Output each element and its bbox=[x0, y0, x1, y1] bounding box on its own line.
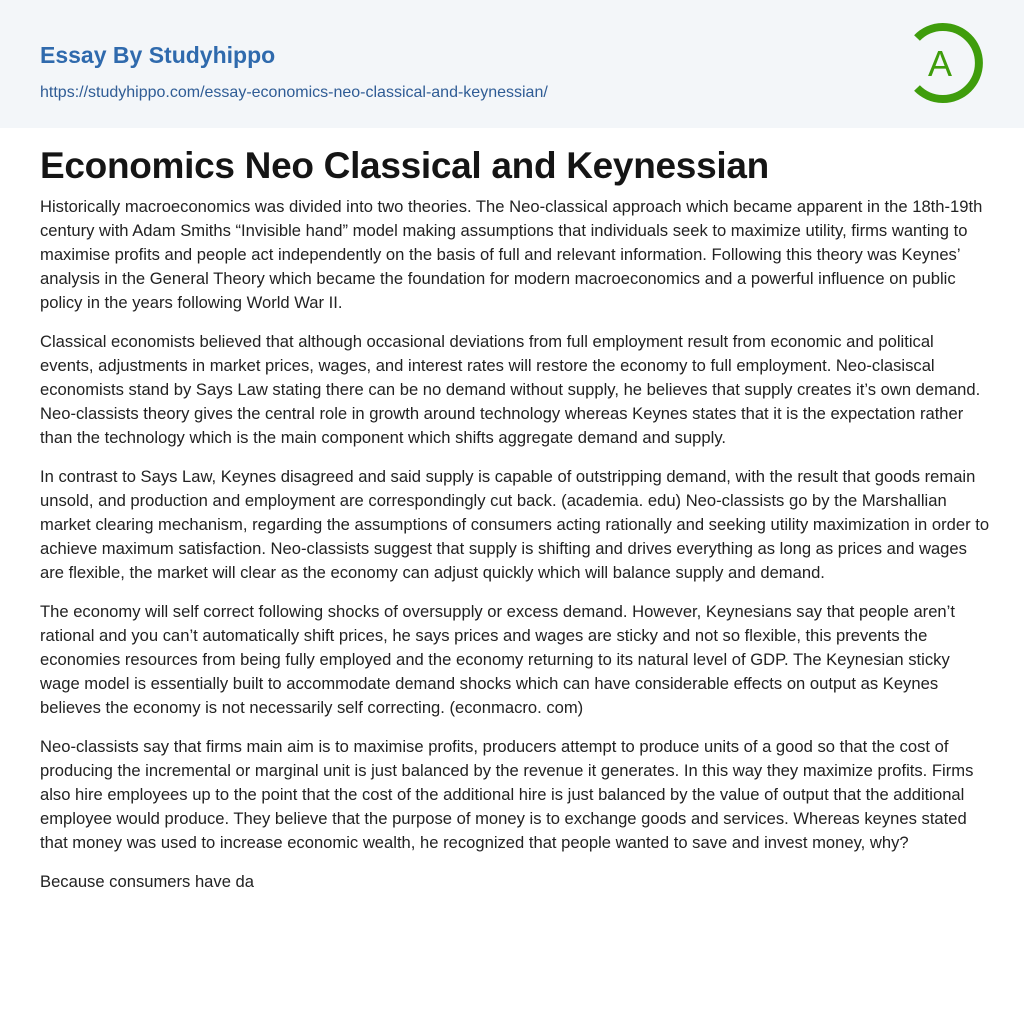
essay-body bbox=[40, 195, 990, 909]
paragraph: In contrast to Says Law, Keynes disagreed and said supply is capable of outstripping demand, with the result that goods remain unsold, and production and employment are correspondingly cut back. (academia. edu) Neo-classists go by the Marshallian market clearing mechanism, regarding the assumptions of consumers acting rationally and seeking utility maximization in order to achieve maximum satisfaction. Neo-classists suggest that supply is shifting and drives everything as long as prices and wages are flexible, the market will clear as the economy can adjust quickly which will balance supply and demand. bbox=[40, 467, 990, 582]
essay-url-link[interactable]: https://studyhippo.com/essay-economics-neo-classical-and-keynessian/ bbox=[40, 84, 548, 101]
paragraph: Neo-classists say that firms main aim is to maximise profits, producers attempt to produce units of a good so that the cost of producing the incremental or marginal unit is just balanced by the revenue it generates. In this way they maximize profits. Firms also hire employees up to the point that the cost of the additional hire is just balanced by the value of output that the additional employee would produce. They believe that the purpose of money is to exchange goods and services. Whereas keynes stated that money was used to increase economic wealth, he recognized that people wanted to save and invest money, why? bbox=[40, 737, 974, 852]
paragraph: Classical economists believed that although occasional deviations from full employment result from economic and political events, adjustments in market prices, wages, and interest rates will restore the economy to full employment. Neo-clasiscal economists stand by Says Law stating there can be no demand without supply, he believes that supply creates it’s own demand. Neo-classists theory gives the central role in growth around technology whereas Keynes states that it is the expectation rather than the technology which is the main component which shifts aggregate demand and supply. bbox=[40, 332, 981, 447]
paragraph-truncated: Because consumers have da bbox=[40, 872, 255, 891]
studyhippo-logo-icon[interactable] bbox=[900, 18, 990, 108]
site-header bbox=[0, 0, 1024, 128]
brand-title: Essay By Studyhippo bbox=[40, 42, 276, 68]
page-title: Economics Neo Classical and Keynessian bbox=[40, 145, 769, 186]
logo-letter: A bbox=[927, 43, 953, 84]
paragraph: Historically macroeconomics was divided into two theories. The Neo-classical approach which became apparent in the 18th-19th century with Adam Smiths “Invisible hand” model making assumptions that individuals seek to maximize utility, firms wanting to maximise profits and people act independently on the basis of full and relevant information. Following this theory was Keynes’ analysis in the General Theory which became the foundation for modern macroeconomics and a powerful influence on public policy in the years following World War II. bbox=[40, 197, 983, 312]
paragraph: The economy will self correct following shocks of oversupply or excess demand. However, Keynesians say that people aren’t rational and you can’t automatically shift prices, he says prices and wages are sticky and not so flexible, this prevents the economies resources from being fully employed and the economy returning to its natural level of GDP. The Keynesian sticky wage model is essentially built to accommodate demand shocks which can have considerable effects on output as Keynes believes the economy is not necessarily self correcting. (econmacro. com) bbox=[40, 602, 955, 717]
